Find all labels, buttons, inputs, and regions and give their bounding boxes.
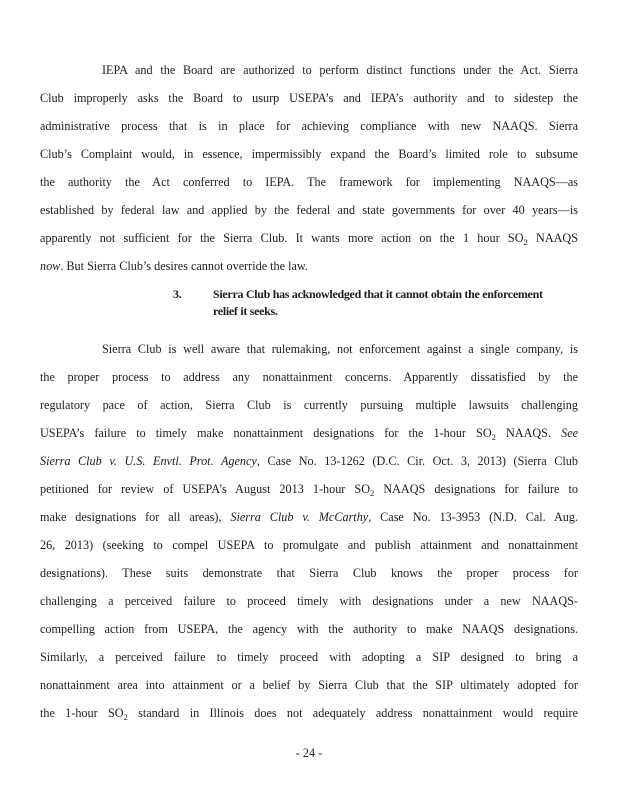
text-line: [40, 112, 578, 140]
text-line: [40, 447, 578, 475]
body-text: standard in Illinois does not adequately address nonattainment would require: [127, 706, 578, 720]
text-line: [40, 587, 578, 615]
section-heading-number: 3.: [173, 287, 182, 301]
body-text: NAAQS: [527, 231, 578, 245]
text-line: [40, 503, 578, 531]
italic-text: Sierra Club v. McCarthy: [230, 510, 369, 524]
subscript-text: 2: [491, 432, 496, 442]
body-text: NAAQS designations for failure to: [374, 482, 578, 496]
body-text: Club’s Complaint would, in essence, impermissibly expand the Board’s limited role to subsume: [40, 147, 578, 161]
text-line: [40, 559, 578, 587]
body-text: regulatory pace of action, Sierra Club is currently pursuing multiple lawsuits challenging: [40, 398, 578, 412]
body-text: USEPA’s failure to timely make nonattainment designations for the 1-hour SO: [40, 426, 492, 440]
body-text: apparently not sufficient for the Sierra Club. It wants more action on the 1 hour SO: [40, 231, 524, 245]
body-text: IEPA and the Board are authorized to perform distinct functions under the Act. Sierra: [102, 63, 578, 77]
body-text: Similarly, a perceived failure to timely proceed with adopting a SIP designed to bring a: [40, 650, 578, 664]
body-text: , Case No. 13-3953 (N.D. Cal. Aug.: [368, 510, 578, 524]
body-text: designations). These suits demonstrate that Sierra Club knows the proper process for: [40, 566, 578, 580]
body-text: challenging a perceived failure to proceed timely with designations under a new NAAQS-: [40, 594, 578, 608]
text-line: [40, 84, 578, 112]
text-line: [40, 363, 578, 391]
body-text: NAAQS.: [495, 426, 562, 440]
body-text: make designations for all areas),: [40, 510, 231, 524]
italic-text: Sierra Club v. U.S. Envtl. Prot. Agency: [40, 454, 257, 468]
page-number: - 24 -: [295, 746, 323, 760]
body-text: Club improperly asks the Board to usurp USEPA’s and IEPA’s authority and to sidestep the: [40, 91, 578, 105]
italic-text: See: [561, 426, 578, 440]
body-text: . But Sierra Club’s desires cannot override the law.: [60, 259, 308, 273]
text-line: [40, 419, 578, 447]
section-heading-text: Sierra Club has acknowledged that it cannot obtain the enforcement relief it seeks.: [213, 287, 543, 318]
text-line: [40, 224, 578, 252]
section-heading: [173, 286, 578, 320]
body-text: the 1-hour SO: [40, 706, 124, 720]
text-line: [40, 475, 578, 503]
body-text: , Case No. 13-1262 (D.C. Cir. Oct. 3, 2013) (Sierra Club: [256, 454, 578, 468]
body-text: petitioned for review of USEPA’s August 2013 1-hour SO: [40, 482, 371, 496]
body-text: the authority the Act conferred to IEPA. The framework for implementing NAAQS—as: [40, 175, 578, 189]
text-line: [40, 168, 578, 196]
body-text: Sierra Club is well aware that rulemaking, not enforcement against a single company, is: [102, 342, 578, 356]
italic-text: now: [40, 259, 61, 273]
body-text: 26, 2013) (seeking to compel USEPA to promulgate and publish attainment and nonattainment: [40, 538, 578, 552]
text-line: [40, 56, 578, 84]
subscript-text: 2: [523, 237, 528, 247]
body-text: administrative process that is in place for achieving compliance with new NAAQS. Sierra: [40, 119, 578, 133]
text-line: [40, 615, 578, 643]
body-text: compelling action from USEPA, the agency with the authority to make NAAQS designations.: [40, 622, 578, 636]
subscript-text: 2: [370, 488, 375, 498]
text-line: [40, 531, 578, 559]
text-line: [40, 391, 578, 419]
body-text: established by federal law and applied by the federal and state governments for over 40 years—is: [40, 203, 578, 217]
text-line: [40, 643, 578, 671]
text-line: [40, 252, 578, 280]
body-text: nonattainment area into attainment or a belief by Sierra Club that the SIP ultimately adopted for: [40, 678, 578, 692]
text-line: [40, 699, 578, 727]
subscript-text: 2: [123, 712, 128, 722]
body-text: the proper process to address any nonattainment concerns. Apparently dissatisfied by the: [40, 370, 578, 384]
text-line: [40, 140, 578, 168]
document-body: [40, 56, 578, 727]
text-line: [40, 335, 578, 363]
text-line: [40, 671, 578, 699]
text-line: [40, 196, 578, 224]
